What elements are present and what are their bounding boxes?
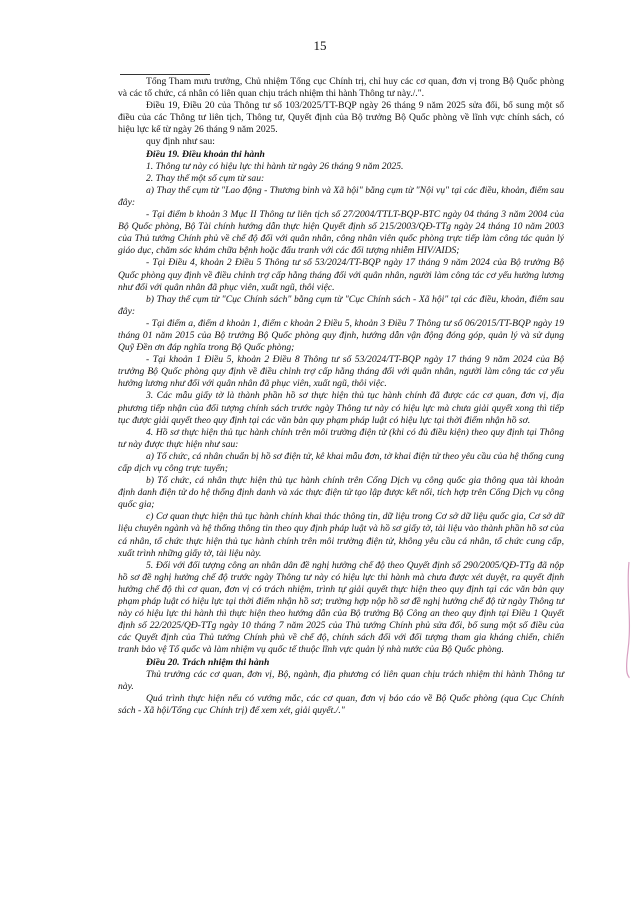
paragraph: quy định như sau: [146, 136, 215, 148]
paragraph: - Tại khoản 1 Điều 5, khoản 2 Điều 8 Thông tư số 53/2024/TT-BQP ngày 17 tháng 9 năm 2024 của Bộ trưởng Bộ Quốc phòng quy định về điều chỉnh trợ cấp hằng tháng đối với quân nhân, người làm công tác cơ yếu hưởng lương như đối với quân nhân đã phục viên, xuất ngũ, thôi việc. [118, 354, 564, 390]
paragraph: 5. Đối với đối tượng công an nhân dân đề nghị hưởng chế độ theo Quyết định số 290/2005/QĐ-TTg đã nộp hồ sơ đề nghị hưởng chế độ trước ngày Thông tư này có hiệu lực thi hành mà chưa được xét duyệt, ra quyết định hưởng chế độ thì cơ quan, đơn vị có trách nhiệm, trình tự giải quyết thực hiện theo quy định tại các văn bản quy phạm pháp luật có hiệu lực tại thời điểm nhận hồ sơ; trường hợp nộp hồ sơ đề nghị hưởng chế độ từ ngày Thông tư này có hiệu lực thi hành thì thực hiện theo hướng dẫn của Bộ trưởng Bộ Công an theo quy định tại Điều 1 Quyết định số 22/2025/QĐ-TTg ngày 10 tháng 7 năm 2025 của Thủ tướng Chính phủ sửa đổi, bổ sung một số điều của các Quyết định của Thủ tướng Chính phủ về chế độ, chính sách đối với đối tượng tham gia kháng chiến, chiến tranh bảo vệ Tổ quốc và làm nhiệm vụ quốc tế thuộc lĩnh vực quản lý nhà nước của Bộ Quốc phòng. [118, 559, 564, 656]
paragraph: 3. Các mẫu giấy tờ là thành phần hồ sơ thực hiện thủ tục hành chính đã được các cơ quan, đơn vị, địa phương tiếp nhận của đối tượng chính sách trước ngày Thông tư này có hiệu lực mà chưa giải quyết xong thì tiếp tục được giải quyết theo quy định tại các văn bản quy phạm pháp luật có hiệu lực tại thời điểm nhận hồ sơ. [118, 390, 564, 426]
paragraph: Thủ trưởng các cơ quan, đơn vị, Bộ, ngành, địa phương có liên quan chịu trách nhiệm thi hành Thông tư này. [118, 668, 564, 692]
paragraph: 1. Thông tư này có hiệu lực thi hành từ ngày 26 tháng 9 năm 2025. [146, 160, 404, 172]
paragraph: - Tại điểm b khoản 3 Mục II Thông tư liên tịch số 27/2004/TTLT-BQP-BTC ngày 04 tháng 3 năm 2004 của Bộ Quốc phòng, Bộ Tài chính hướng dẫn thực hiện Quyết định số 215/2003/QĐ-TTg ngày 24 tháng 10 năm 2003 của Thủ tướng Chính phủ về chế độ đối với quân nhân, công nhân viên quốc phòng trực tiếp làm công tác quản lý giáo dục, chăm sóc khám chữa bệnh hoặc đấu tranh với các đối tượng nhiễm HIV/AIDS; [118, 209, 564, 257]
document-body [118, 76, 564, 717]
paragraph: Điều 20. Trách nhiệm thi hành [146, 656, 270, 668]
paragraph: a) Thay thế cụm từ "Lao động - Thương binh và Xã hội" bằng cụm từ "Nội vụ" tại các điều, khoản, điểm sau đây: [118, 184, 564, 208]
footnote-separator [120, 74, 210, 75]
paragraph: Điều 19. Điều khoản thi hành [146, 148, 265, 160]
paragraph: b) Thay thế cụm từ "Cục Chính sách" bằng cụm từ "Cục Chính sách - Xã hội" tại các điều, khoản, điểm sau đây: [118, 293, 564, 317]
page-number: 15 [313, 38, 327, 53]
paragraph: a) Tổ chức, cá nhân chuẩn bị hồ sơ điện tử, kê khai mẫu đơn, tờ khai điện tử theo yêu cầu của hệ thống cung cấp dịch vụ công trực tuyến; [118, 450, 564, 474]
paragraph: 2. Thay thế một số cụm từ sau: [146, 172, 265, 184]
margin-stamp-mark [624, 560, 634, 680]
paragraph: Điều 19, Điều 20 của Thông tư số 103/2025/TT-BQP ngày 26 tháng 9 năm 2025 sửa đổi, bổ sung một số điều của các Thông tư liên tịch, Thông tư, Quyết định của Bộ trưởng Bộ Quốc phòng về lĩnh vực chính sách, có hiệu lực kể từ ngày 26 tháng 9 năm 2025. [118, 100, 564, 136]
paragraph: Quá trình thực hiện nếu có vướng mắc, các cơ quan, đơn vị báo cáo về Bộ Quốc phòng (qua Cục Chính sách - Xã hội/Tổng cục Chính trị) để xem xét, giải quyết./." [118, 692, 564, 716]
paragraph: Tổng Tham mưu trưởng, Chủ nhiệm Tổng cục Chính trị, chỉ huy các cơ quan, đơn vị trong Bộ Quốc phòng và các tổ chức, cá nhân có liên quan chịu trách nhiệm thi hành Thông tư này./.". [118, 76, 564, 100]
paragraph: c) Cơ quan thực hiện thủ tục hành chính khai thác thông tin, dữ liệu trong Cơ sở dữ liệu quốc gia, Cơ sở dữ liệu chuyên ngành và hệ thống thông tin theo quy định pháp luật và hồ sơ giấy tờ, tài liệu vào thành phần hồ sơ của cá nhân, tổ chức thực hiện thủ tục hành chính trên môi trường điện tử, không yêu cầu cá nhân, tổ chức cung cấp, xuất trình những giấy tờ, tài liệu này. [118, 511, 564, 559]
paragraph: b) Tổ chức, cá nhân thực hiện thủ tục hành chính trên Cổng Dịch vụ công quốc gia thông qua tài khoản định danh điện tử do hệ thống định danh và xác thực điện tử tạo lập được kết nối, tích hợp trên Cổng Dịch vụ công quốc gia; [118, 475, 564, 511]
paragraph: - Tại điểm a, điểm d khoản 1, điểm c khoản 2 Điều 5, khoản 3 Điều 7 Thông tư số 06/2015/TT-BQP ngày 19 tháng 01 năm 2015 của Bộ trưởng Bộ Quốc phòng quy định, hướng dẫn vận động đóng góp, quản lý và sử dụng Quỹ Đền ơn đáp nghĩa trong Bộ Quốc phòng; [118, 317, 564, 354]
paragraph: 4. Hồ sơ thực hiện thủ tục hành chính trên môi trường điện tử (khi có đủ điều kiện) theo quy định tại Thông tư này được thực hiện như sau: [118, 426, 564, 450]
paragraph: - Tại Điều 4, khoản 2 Điều 5 Thông tư số 53/2024/TT-BQP ngày 17 tháng 9 năm 2024 của Bộ trưởng Bộ Quốc phòng quy định về điều chỉnh trợ cấp hằng tháng đối với quân nhân, người làm công tác cơ yếu hưởng lương như đối với quân nhân đã phục viên, xuất ngũ, thôi việc. [118, 257, 564, 293]
